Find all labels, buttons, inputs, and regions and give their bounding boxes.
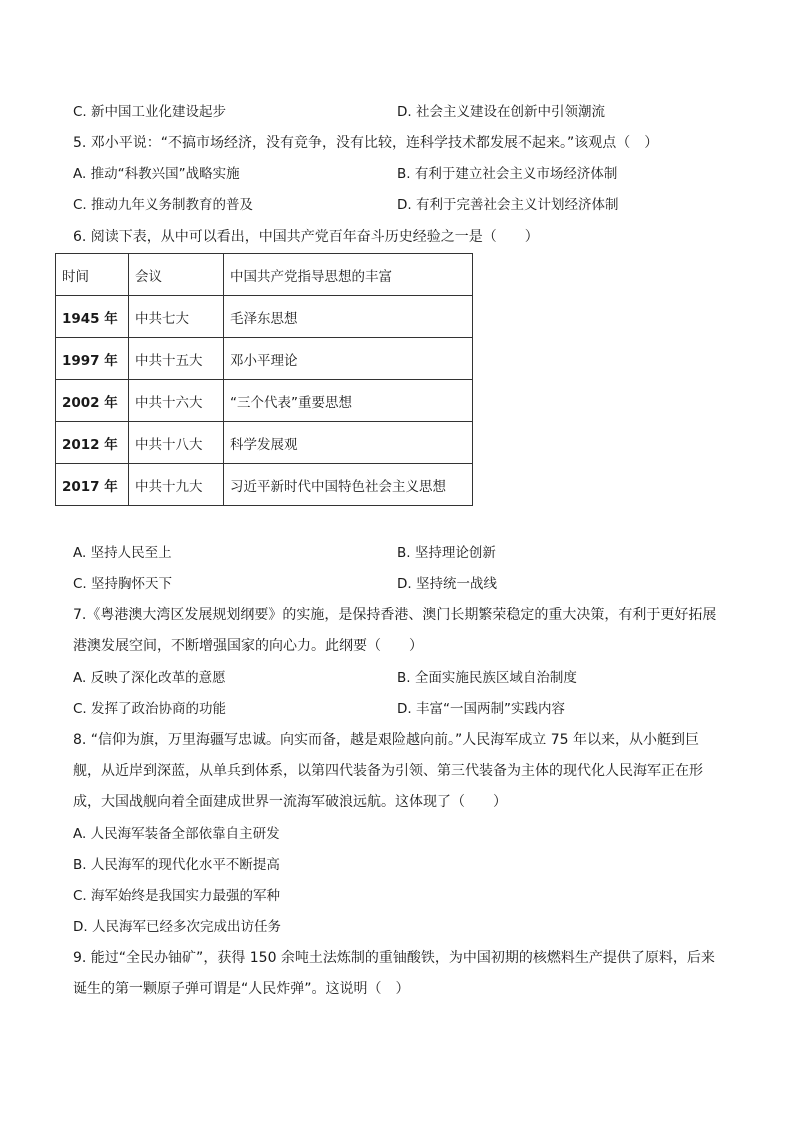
q8-stem: 8. “信仰为旗，万里海疆写忠诚。向实而备，越是艰险越向前。”人民海军成立 75 年以来，从小艇到巨舰，从近岸到深蓝，从单兵到体系，以第四代装备为引领、第三代装备为主体的现代化人民海军正在形成，大国战舰向着全面建成世界一流海军破浪远航。这体现了（ ） xyxy=(73,732,703,810)
q7-option-b: B. 全面实施民族区域自治制度 xyxy=(397,670,577,686)
table-header-cell: 中国共产党指导思想的丰富 xyxy=(224,254,473,296)
q6-option-b: B. 坚持理论创新 xyxy=(397,545,496,561)
q5-option-a: A. 推动“科教兴国”战略实施 xyxy=(73,166,240,182)
table-cell-meeting: 中共十八大 xyxy=(129,422,224,464)
q6-table xyxy=(55,253,473,506)
q7-option-a: A. 反映了深化改革的意愿 xyxy=(73,670,226,686)
q5-option-c: C. 推动九年义务制教育的普及 xyxy=(73,197,254,213)
table-cell-theory: “三个代表”重要思想 xyxy=(224,380,473,422)
table-row xyxy=(56,338,473,380)
table-header-cell: 时间 xyxy=(56,254,129,296)
table-header-cell: 会议 xyxy=(129,254,224,296)
table-row xyxy=(56,464,473,506)
q4-option-d: D. 社会主义建设在创新中引领潮流 xyxy=(397,104,605,120)
table-cell-meeting: 中共十九大 xyxy=(129,464,224,506)
q9-stem: 9. 能过“全民办铀矿”，获得 150 余吨土法炼制的重铀酸铁，为中国初期的核燃料生产提供了原料，后来诞生的第一颗原子弹可谓是“人民炸弹”。这说明（ ） xyxy=(73,950,715,997)
q6-stem: 6. 阅读下表，从中可以看出，中国共产党百年奋斗历史经验之一是（ ） xyxy=(73,229,539,245)
table-row xyxy=(56,380,473,422)
q7-option-d: D. 丰富“一国两制”实践内容 xyxy=(397,701,565,717)
q4-option-c: C. 新中国工业化建设起步 xyxy=(73,104,227,120)
q8-option-a: A. 人民海军装备全部依靠自主研发 xyxy=(73,826,280,842)
table-cell-meeting: 中共十六大 xyxy=(129,380,224,422)
q8-option-b: B. 人民海军的现代化水平不断提高 xyxy=(73,857,280,873)
q5-option-b: B. 有利于建立社会主义市场经济体制 xyxy=(397,166,618,182)
table-cell-year: 2017 年 xyxy=(56,464,129,506)
table-cell-theory: 科学发展观 xyxy=(224,422,473,464)
q6-option-a: A. 坚持人民至上 xyxy=(73,545,172,561)
q7-stem: 7.《粤港澳大湾区发展规划纲要》的实施，是保持香港、澳门长期繁荣稳定的重大决策，有利于更好拓展港澳发展空间，不断增强国家的向心力。此纲要（ ） xyxy=(73,607,717,654)
table-row xyxy=(56,422,473,464)
q5-stem: 5. 邓小平说：“不搞市场经济，没有竞争，没有比较，连科学技术都发展不起来。”该观点（ ） xyxy=(73,135,659,151)
q7-option-c: C. 发挥了政治协商的功能 xyxy=(73,701,227,717)
q8-option-d: D. 人民海军已经多次完成出访任务 xyxy=(73,919,281,935)
table-cell-year: 1945 年 xyxy=(56,296,129,338)
table-cell-meeting: 中共七大 xyxy=(129,296,224,338)
q6-option-c: C. 坚持胸怀天下 xyxy=(73,576,173,592)
table-cell-year: 2002 年 xyxy=(56,380,129,422)
table-cell-theory: 习近平新时代中国特色社会主义思想 xyxy=(224,464,473,506)
table-header-row xyxy=(56,254,473,296)
q5-option-d: D. 有利于完善社会主义计划经济体制 xyxy=(397,197,619,213)
q6-option-d: D. 坚持统一战线 xyxy=(397,576,497,592)
table-cell-year: 1997 年 xyxy=(56,338,129,380)
q8-option-c: C. 海军始终是我国实力最强的军种 xyxy=(73,888,281,904)
table-cell-year: 2012 年 xyxy=(56,422,129,464)
table-row xyxy=(56,296,473,338)
table-cell-meeting: 中共十五大 xyxy=(129,338,224,380)
table-cell-theory: 邓小平理论 xyxy=(224,338,473,380)
table-cell-theory: 毛泽东思想 xyxy=(224,296,473,338)
